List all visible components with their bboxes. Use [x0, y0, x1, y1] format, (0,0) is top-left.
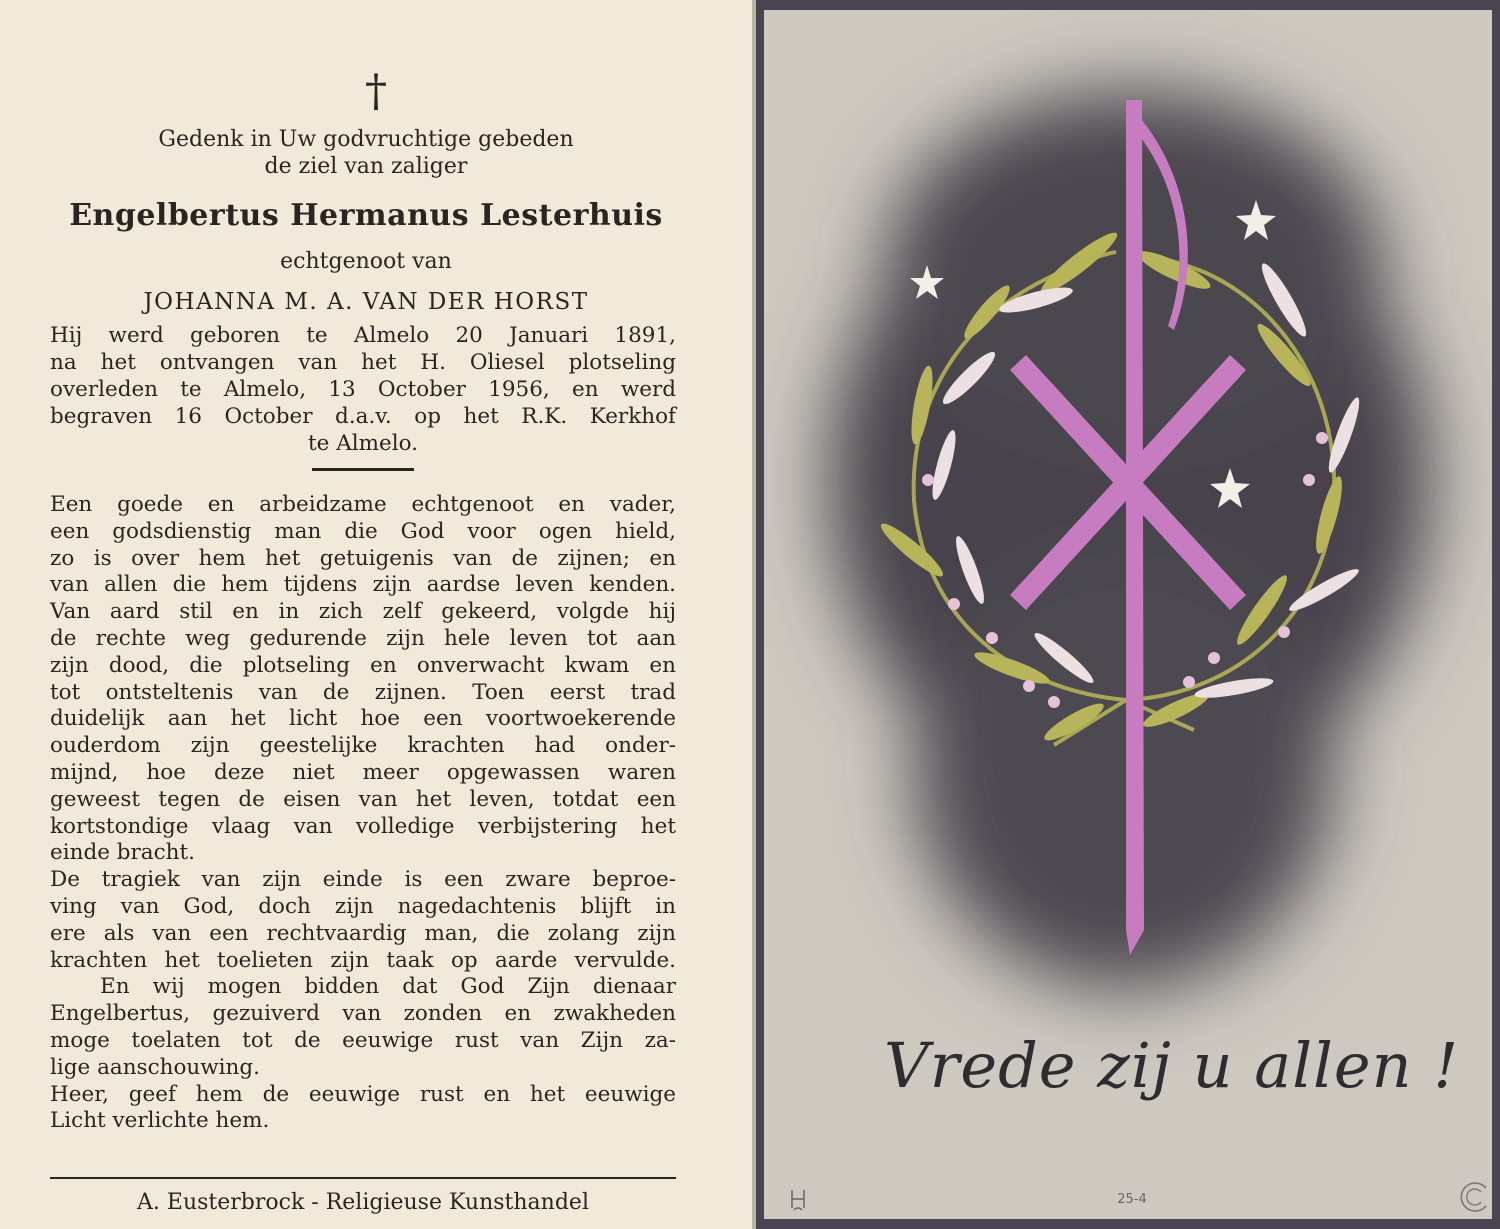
intro-text — [40, 126, 692, 180]
biography-line: begraven 16 October d.a.v. op het R.K. Kerkhof — [50, 404, 676, 429]
artist-monogram-icon — [788, 1188, 808, 1212]
eulogy-line: Van aard stil en in zich zelf gekeerd, volgde hij — [50, 599, 676, 625]
eulogy-line: moge toelaten tot de eeuwige rust van Zijn za- — [50, 1027, 676, 1053]
spouse-name: JOHANNA M. A. VAN DER HORST — [143, 289, 589, 315]
deceased-name: Engelbertus Hermanus Lesterhuis — [69, 198, 663, 233]
eulogy-line: Een goede en arbeidzame echtgenoot en vader, — [50, 492, 676, 517]
divider-short — [312, 468, 414, 471]
eulogy-line: zo is over hem het getuigenis van de zijnen; en — [50, 545, 676, 571]
eulogy-line: kortstondige vlaag van volledige verbijstering het — [50, 813, 676, 839]
intro-line: Gedenk in Uw godvruchtige gebeden — [158, 127, 574, 152]
eulogy-line: ving van God, doch zijn nagedachtenis blijft in — [50, 893, 676, 919]
eulogy-line: een godsdienstig man die God voor ogen hield, — [50, 518, 676, 544]
biography — [50, 322, 676, 457]
divider-long — [50, 1177, 676, 1179]
eulogy-line: einde bracht. — [50, 840, 195, 866]
eulogy-line: mijnd, hoe deze niet meer opgewassen waren — [50, 759, 676, 785]
eulogy-line: En wij mogen bidden dat God Zijn dienaar — [100, 974, 676, 1000]
eulogy-line: tot ontsteltenis van de zijnen. Toen eerst trad — [50, 679, 676, 705]
publisher-mark-icon — [1458, 1180, 1492, 1214]
eulogy-line: ere als van een rechtvaardig man, die zolang zijn — [50, 920, 676, 946]
eulogy-line: de rechte weg gedurende zijn hele leven tot aan — [50, 625, 676, 651]
eulogy-line: van allen die hem tijdens zijn aardse leven kenden. — [50, 572, 676, 598]
greeting-text: Vrede zij u allen ! — [884, 1029, 1460, 1102]
intro-line: de ziel van zaliger — [264, 154, 468, 179]
eulogy-line: Heer, geef hem de eeuwige rust en het eeuwige — [50, 1081, 676, 1107]
eulogy-line: ouderdom zijn geestelijke krachten had onder- — [50, 733, 676, 759]
biography-line: overleden te Almelo, 13 October 1956, en werd — [50, 377, 676, 402]
print-code: 25-4 — [1117, 1192, 1147, 1207]
eulogy-line: zijn dood, die plotseling en onverwacht kwam en — [50, 652, 676, 678]
publisher-imprint: A. Eusterbrock - Religieuse Kunsthandel — [137, 1190, 589, 1215]
cross-symbol: † — [365, 66, 387, 117]
biography-line: Hij werd geboren te Almelo 20 Januari 1891, — [50, 323, 676, 348]
eulogy-line: duidelijk aan het licht hoe een voortwoekerende — [50, 706, 676, 732]
eulogy-line: lige aanschouwing. — [50, 1054, 260, 1080]
eulogy-line: De tragiek van zijn einde is een zware beproe- — [50, 867, 676, 893]
eulogy-line: geweest tegen de eisen van het leven, totdat een — [50, 786, 676, 812]
spouse-lead-text: echtgenoot van — [280, 249, 452, 274]
eulogy-line: Licht verlichte hem. — [50, 1108, 270, 1134]
eulogy-line: Engelbertus, gezuiverd van zonden en zwakheden — [50, 1001, 676, 1027]
biography-line: na het ontvangen van het H. Oliesel plotseling — [50, 350, 676, 375]
eulogy — [50, 492, 676, 1135]
biography-line: te Almelo. — [308, 431, 418, 456]
eulogy-line: krachten het toelieten zijn taak op aarde vervulde. — [50, 947, 676, 973]
